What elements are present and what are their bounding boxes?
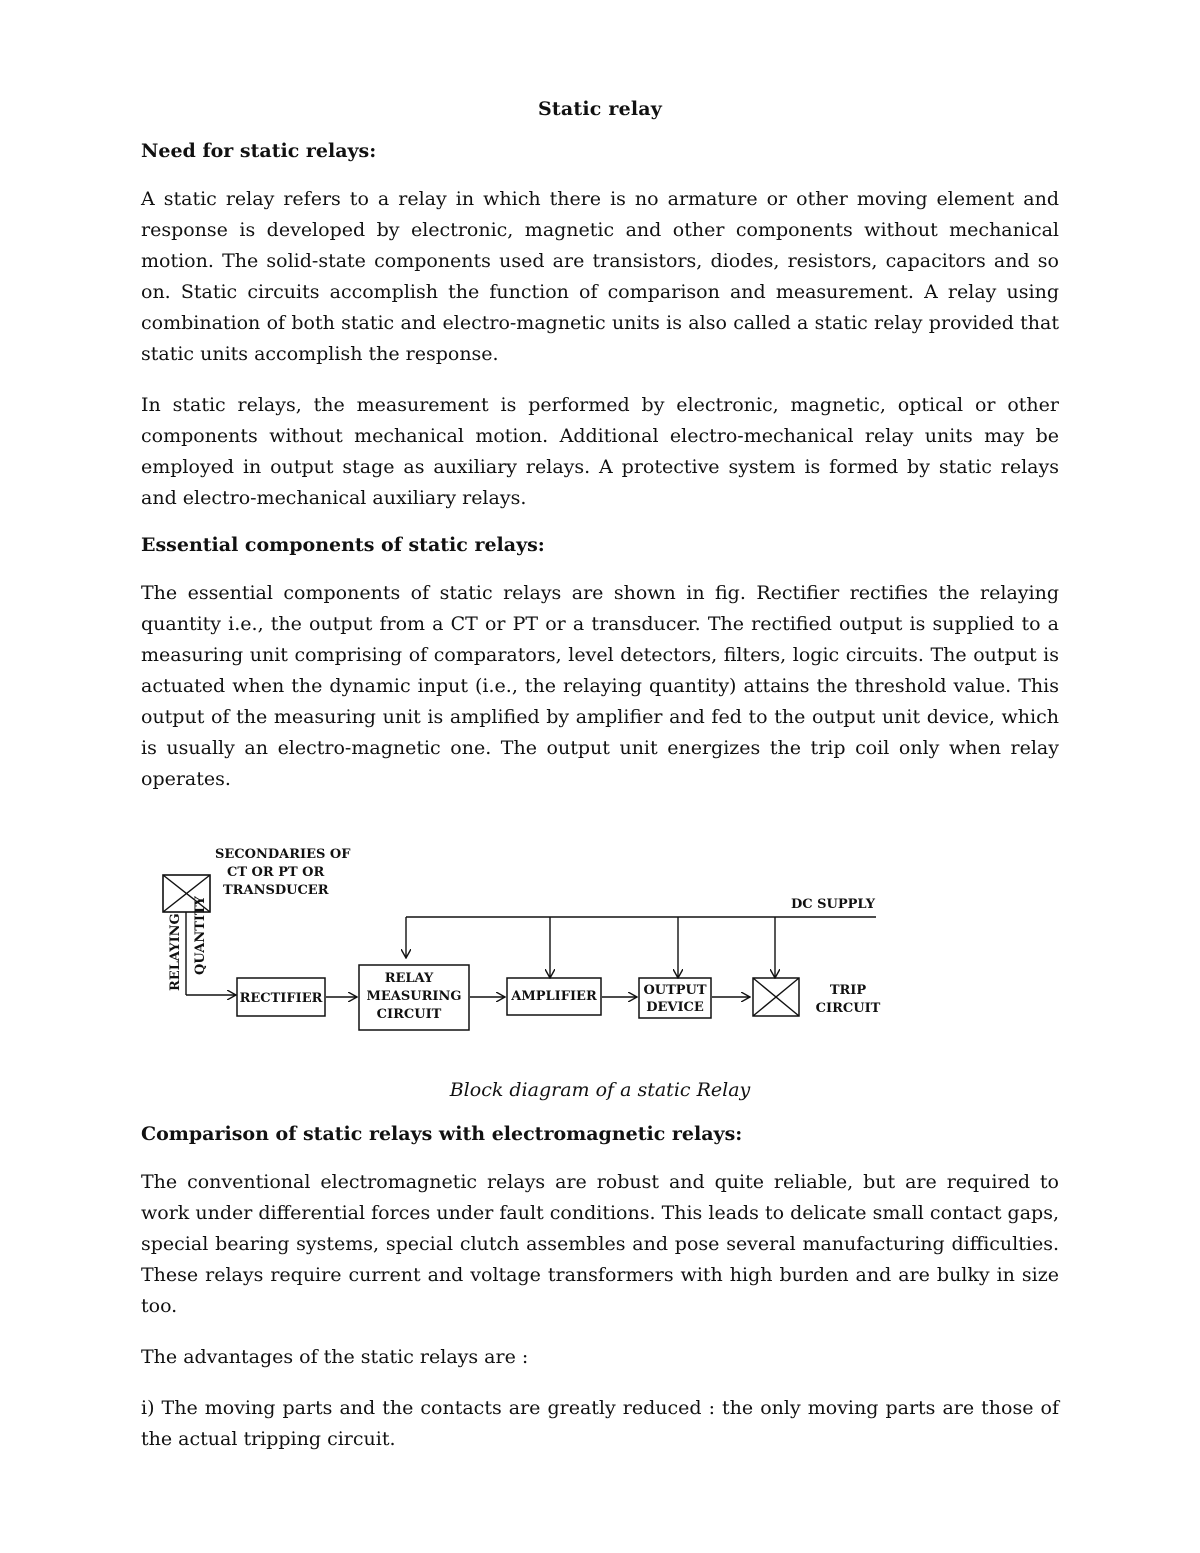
secondaries-label-3: TRANSDUCER <box>223 883 329 898</box>
paragraph-need-2: In static relays, the measurement is performed by electronic, magnetic, optical or other components without mechanical motion. Additional electro-mechanical relay units may be employed in output stage as auxiliary relays. A protective system is formed by static relays and electro-mechanical auxiliary relays. <box>141 394 1059 509</box>
document-page <box>141 98 1059 1475</box>
quantity-label: QUANTITY <box>193 896 208 975</box>
secondaries-label-1: SECONDARIES OF <box>215 847 351 862</box>
trip-label-1: TRIP <box>829 983 867 998</box>
output-label-1: OUTPUT <box>643 983 707 998</box>
relaying-label: RELAYING <box>168 913 183 991</box>
page-title: Static relay <box>537 98 663 120</box>
block-diagram-svg <box>141 815 1059 1065</box>
paragraph-components-1: The essential components of static relays are shown in fig. Rectifier rectifies the relaying quantity i.e., the output from a CT or PT or a transducer. The rectified output is supplied to a measuring unit comprising of comparators, level detectors, filters, logic circuits. The output is actuated when the dynamic input (i.e., the relaying quantity) attains the threshold value. This output of the measuring unit is amplified by amplifier and fed to the output unit device, which is usually an electro-magnetic one. The output unit energizes the trip coil only when relay operates. <box>141 582 1059 790</box>
paragraph-comparison-1: The conventional electromagnetic relays are robust and quite reliable, but are required to work under differential forces under fault conditions. This leads to delicate small contact gaps, special bearing systems, special clutch assembles and pose several manufacturing difficulties. These relays require current and voltage transformers with high burden and are bulky in size too. <box>141 1171 1059 1317</box>
amplifier-label: AMPLIFIER <box>511 989 597 1004</box>
section-heading-need: Need for static relays: <box>141 140 377 162</box>
figure-caption: Block diagram of a static Relay <box>449 1079 751 1101</box>
block-diagram <box>141 815 1059 1065</box>
dc-supply-label: DC SUPPLY <box>791 897 876 912</box>
measuring-label-2: MEASURING <box>366 989 462 1004</box>
paragraph-need-1: A static relay refers to a relay in which there is no armature or other moving element and response is developed by electronic, magnetic and other components without mechanical motion. The solid-state components used are transistors, diodes, resistors, capacitors and so on. Static circuits accomplish the function of comparison and measurement. A relay using combination of both static and electro-magnetic units is also called a static relay provided that static units accomplish the response. <box>141 188 1059 365</box>
paragraph-comparison-3: i) The moving parts and the contacts are greatly reduced : the only moving parts are those of the actual tripping circuit. <box>141 1397 1059 1450</box>
measuring-label-3: CIRCUIT <box>376 1007 442 1022</box>
rectifier-label: RECTIFIER <box>239 991 323 1006</box>
trip-label-2: CIRCUIT <box>815 1001 881 1016</box>
trip-coil-symbol <box>753 978 799 1016</box>
section-heading-comparison: Comparison of static relays with electromagnetic relays: <box>141 1123 743 1145</box>
output-label-2: DEVICE <box>646 1000 704 1015</box>
section-heading-components: Essential components of static relays: <box>141 534 545 556</box>
paragraph-comparison-2: The advantages of the static relays are : <box>141 1346 529 1368</box>
secondaries-label-2: CT OR PT OR <box>227 865 325 880</box>
measuring-label-1: RELAY <box>384 971 434 986</box>
